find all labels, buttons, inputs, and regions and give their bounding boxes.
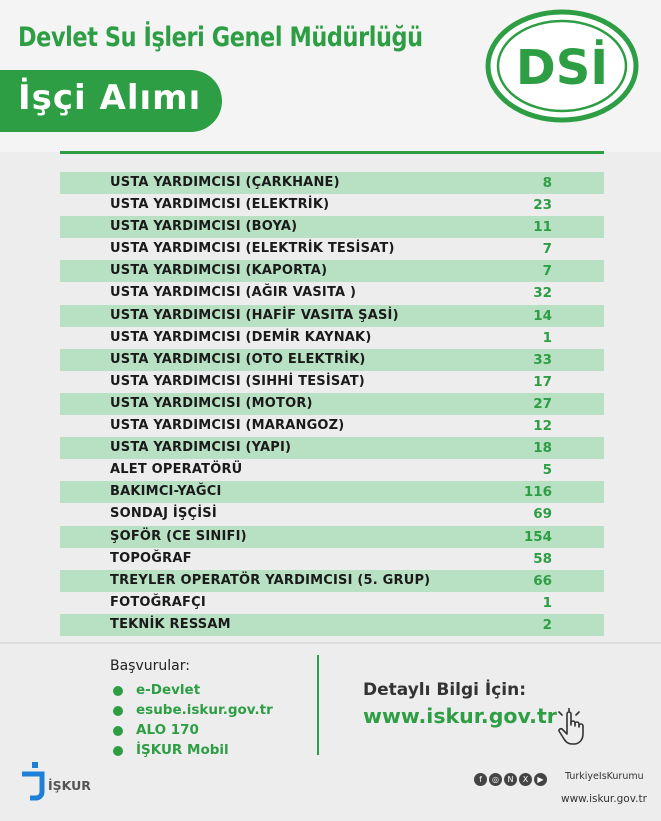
position-row [60, 393, 604, 415]
position-title: TREYLER OPERATÖR YARDIMCISI (5. GRUP) [110, 572, 431, 588]
position-title: USTA YARDIMCISI (KAPORTA) [110, 263, 328, 279]
position-row [60, 172, 604, 194]
position-row [60, 614, 604, 636]
position-row [60, 305, 604, 327]
position-count: 1 [542, 329, 552, 346]
banner-title: İşçi Alımı [18, 78, 202, 118]
application-item [110, 742, 273, 762]
header-divider [60, 151, 604, 154]
position-row [60, 592, 604, 614]
position-row [60, 503, 604, 525]
application-label: İŞKUR Mobil [136, 742, 229, 758]
position-title: USTA YARDIMCISI (YAPI) [110, 440, 292, 456]
position-count: 7 [542, 263, 552, 280]
application-label: esube.iskur.gov.tr [136, 702, 273, 718]
position-row [60, 327, 604, 349]
position-row [60, 437, 604, 459]
position-count: 5 [542, 462, 552, 479]
header [0, 0, 661, 152]
dsi-logo-icon [484, 6, 640, 126]
position-title: USTA YARDIMCISI (BOYA) [110, 219, 298, 235]
logo-text: DSİ [515, 40, 609, 96]
position-title: USTA YARDIMCISI (OTO ELEKTRİK) [110, 351, 366, 367]
position-row [60, 526, 604, 548]
facebook-icon[interactable]: f [474, 773, 487, 786]
position-title: USTA YARDIMCISI (SIHHİ TESİSAT) [110, 373, 365, 389]
application-label: ALO 170 [136, 722, 199, 738]
position-row [60, 349, 604, 371]
youtube-icon[interactable]: ▶ [534, 773, 547, 786]
position-count: 2 [542, 616, 552, 633]
bullet-icon [113, 746, 123, 756]
nsosyal-icon[interactable]: N [504, 773, 517, 786]
position-row [60, 260, 604, 282]
info-url-link[interactable]: www.iskur.gov.tr [363, 704, 557, 728]
footer-separator [0, 642, 661, 644]
positions-list [60, 172, 604, 636]
bullet-icon [113, 726, 123, 736]
position-count: 27 [533, 395, 552, 412]
social-handle: TurkiyeIsKurumu [565, 771, 644, 782]
position-row [60, 282, 604, 304]
position-title: USTA YARDIMCISI (ELEKTRİK) [110, 197, 330, 213]
position-count: 66 [533, 572, 552, 589]
position-count: 11 [533, 219, 552, 236]
application-item [110, 722, 273, 742]
position-count: 32 [533, 285, 552, 302]
applications-title: Başvurular: [110, 658, 190, 674]
bullet-icon [113, 706, 123, 716]
position-count: 116 [523, 484, 552, 501]
application-label: e-Devlet [136, 682, 201, 698]
position-row [60, 194, 604, 216]
position-count: 1 [542, 594, 552, 611]
position-title: USTA YARDIMCISI (HAFİF VASITA ŞASİ) [110, 307, 399, 323]
position-title: USTA YARDIMCISI (AĞIR VASITA ) [110, 285, 357, 301]
position-row [60, 371, 604, 393]
position-title: ALET OPERATÖRÜ [110, 462, 243, 478]
position-title: USTA YARDIMCISI (DEMİR KAYNAK) [110, 329, 372, 345]
application-item [110, 702, 273, 722]
position-count: 8 [542, 175, 552, 191]
iskur-brand: İŞKUR [48, 778, 91, 793]
position-row [60, 481, 604, 503]
footer-website-link[interactable]: www.iskur.gov.tr [561, 793, 647, 805]
position-count: 14 [533, 307, 552, 324]
application-item [110, 682, 273, 702]
position-count: 23 [533, 197, 552, 214]
social-icons [474, 769, 549, 785]
org-title: Devlet Su İşleri Genel Müdürlüğü [18, 22, 423, 53]
position-row [60, 216, 604, 238]
position-title: TOPOĞRAF [110, 550, 192, 566]
position-count: 33 [533, 351, 552, 368]
position-row [60, 238, 604, 260]
position-count: 18 [533, 440, 552, 457]
info-title: Detaylı Bilgi İçin: [363, 680, 527, 700]
position-count: 58 [533, 550, 552, 567]
position-row [60, 548, 604, 570]
applications-list [110, 682, 273, 762]
x-icon[interactable]: X [519, 773, 532, 786]
position-title: USTA YARDIMCISI (MOTOR) [110, 395, 313, 411]
position-row [60, 459, 604, 481]
position-title: USTA YARDIMCISI (ELEKTRİK TESİSAT) [110, 241, 395, 257]
position-row [60, 570, 604, 592]
instagram-icon[interactable]: ◎ [489, 773, 502, 786]
position-count: 17 [533, 373, 552, 390]
position-title: ŞOFÖR (CE SINIFI) [110, 528, 247, 544]
position-title: BAKIMCI-YAĞCI [110, 484, 222, 500]
position-title: SONDAJ İŞÇİSİ [110, 506, 217, 522]
position-title: TEKNİK RESSAM [110, 616, 231, 632]
vertical-divider [317, 655, 319, 755]
position-title: USTA YARDIMCISI (ÇARKHANE) [110, 175, 340, 190]
pointing-hand-icon [553, 708, 593, 748]
position-title: FOTOĞRAFÇI [110, 594, 206, 610]
position-title: USTA YARDIMCISI (MARANGOZ) [110, 418, 345, 434]
position-row [60, 415, 604, 437]
position-count: 154 [523, 528, 552, 545]
position-count: 7 [542, 241, 552, 258]
position-count: 69 [533, 506, 552, 523]
bullet-icon [113, 686, 123, 696]
position-count: 12 [533, 418, 552, 435]
